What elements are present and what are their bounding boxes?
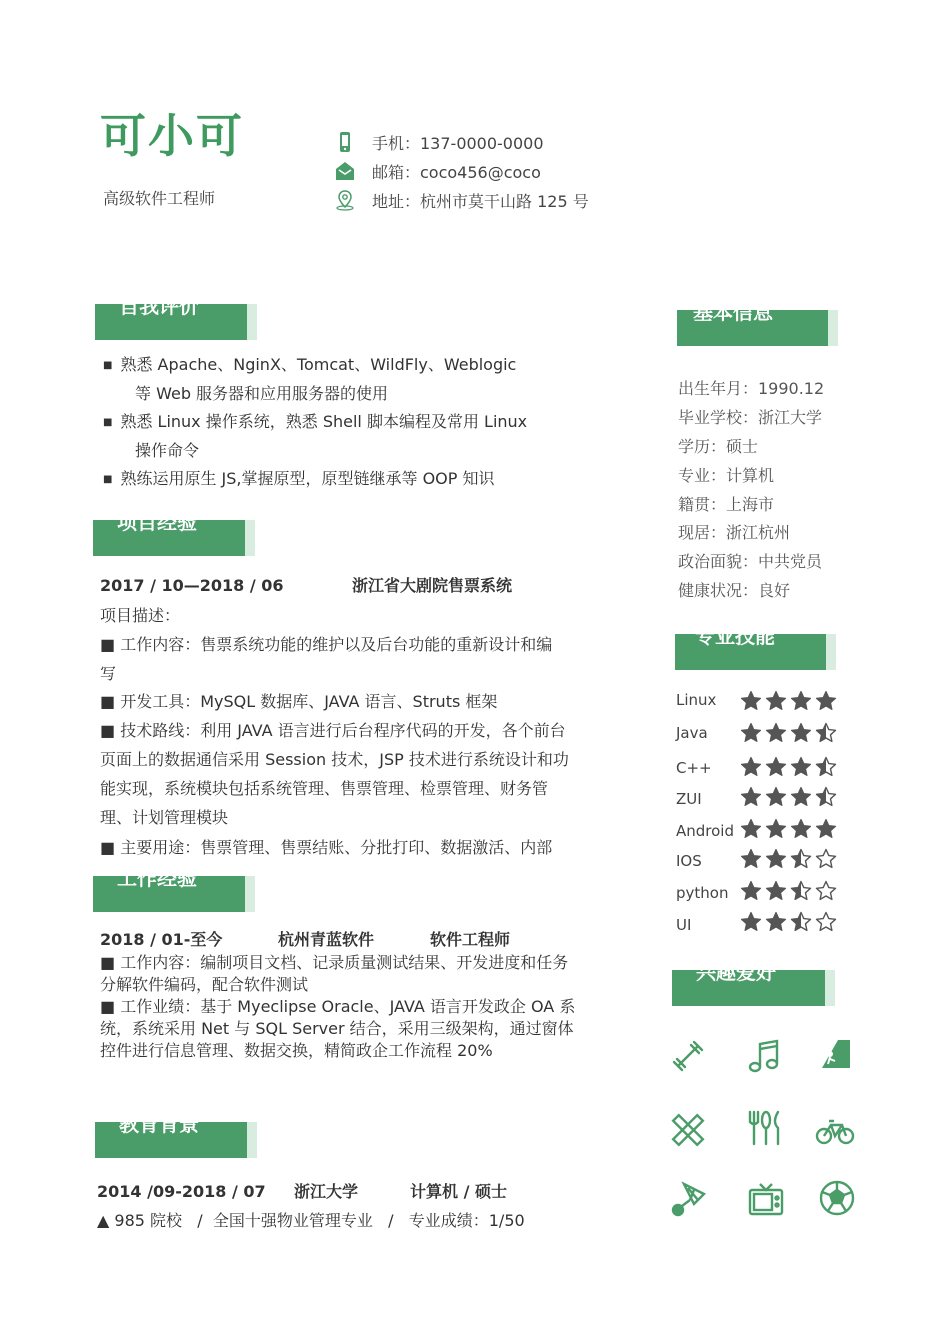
skill-rating: [740, 880, 837, 902]
project-line: 理、计划管理模块: [100, 807, 229, 827]
section-title: 工作经验: [117, 866, 197, 890]
self-eval-item-cont: 操作命令: [135, 441, 200, 460]
work-line: 统，系统采用 Net 与 SQL Server 结合，采用三级架构，通过窗体: [100, 1019, 574, 1038]
skill-name: python: [676, 884, 729, 902]
section-title: 自我评价: [119, 294, 199, 318]
section-header-hobbies: [672, 960, 835, 1006]
location-pin-icon: [334, 189, 356, 211]
section-header-basic-info: [677, 300, 838, 346]
project-line: ■ 主要用途：售票管理、售票结账、分批打印、数据激活、内部: [100, 838, 553, 858]
skill-rating: [740, 848, 837, 870]
star-full-icon: [740, 911, 762, 933]
mail-icon: [334, 160, 356, 182]
skill-name: Linux: [676, 691, 717, 709]
soccer-ball-icon: [817, 1178, 857, 1218]
star-full-icon: [740, 756, 762, 778]
work-line: 分解软件编码，配合软件测试: [100, 975, 309, 994]
music-note-icon: [744, 1036, 784, 1076]
basic-info-item: 毕业学校：浙江大学: [678, 408, 823, 427]
star-half-icon: [790, 880, 812, 902]
skill-rating: [740, 818, 837, 840]
email-row: [334, 159, 541, 183]
star-full-icon: [765, 690, 787, 712]
skill-name: ZUI: [676, 790, 702, 808]
star-full-icon: [765, 818, 787, 840]
skill-name: UI: [676, 916, 692, 934]
basic-info-item: 籍贯：上海市: [678, 495, 775, 514]
skill-name: IOS: [676, 852, 702, 870]
section-header-projects: [93, 510, 255, 556]
project-desc-label: 项目描述：: [100, 606, 181, 625]
project-period: 2017 / 10—2018 / 06: [100, 576, 284, 595]
pencil-ruler-icon: [668, 1110, 708, 1150]
section-title: 项目经验: [117, 510, 197, 534]
star-full-icon: [765, 722, 787, 744]
skill-rating: [740, 722, 837, 744]
skill-name: C++: [676, 759, 712, 777]
job-title: 高级软件工程师: [103, 189, 216, 208]
project-details: [100, 602, 590, 863]
star-half-icon: [790, 848, 812, 870]
work-line: 控件进行信息管理、数据交换，精简政企工作流程 20%: [100, 1041, 493, 1060]
climbing-icon: [816, 1034, 856, 1074]
project-line: 能实现，系统模块包括系统管理、售票管理、检票管理、财务管: [100, 778, 549, 798]
basic-info-item: 现居：浙江杭州: [678, 523, 791, 542]
project-line: 写: [100, 663, 117, 683]
basic-info-item: 出生年月：1990.12: [678, 379, 825, 398]
skill-rating: [740, 786, 837, 808]
basic-info-item: 专业：计算机: [678, 466, 775, 485]
project-name: 浙江省大剧院售票系统: [352, 576, 513, 595]
star-full-icon: [740, 722, 762, 744]
email-text: 邮箱：coco456@coco: [372, 162, 541, 182]
basic-info-item: 学历：硕士: [678, 437, 759, 456]
star-empty-icon: [815, 848, 837, 870]
project-line: ■ 开发工具：MySQL 数据库、JAVA 语言、Struts 框架: [100, 692, 498, 712]
work-company: 杭州青蓝软件: [278, 930, 375, 949]
star-half-icon: [815, 756, 837, 778]
phone-row: [334, 130, 544, 154]
edu-major: 计算机 / 硕士: [410, 1182, 507, 1201]
skill-rating: [740, 911, 837, 933]
name-heading: 可小可: [100, 109, 244, 163]
work-line: ■ 工作业绩：基于 Myeclipse Oracle、JAVA 语言开发政企 OA 系: [100, 997, 576, 1016]
star-full-icon: [740, 786, 762, 808]
cutlery-icon: [746, 1108, 786, 1148]
star-full-icon: [765, 786, 787, 808]
section-header-self-eval: [95, 294, 257, 340]
address-text: 地址：杭州市莫干山路 125 号: [372, 191, 589, 211]
star-full-icon: [790, 722, 812, 744]
work-period: 2018 / 01-至今: [100, 930, 223, 949]
star-full-icon: [740, 690, 762, 712]
section-title: 兴趣爱好: [696, 960, 776, 984]
star-full-icon: [790, 786, 812, 808]
address-row: [334, 188, 589, 212]
star-full-icon: [765, 848, 787, 870]
basic-info-item: 政治面貌：中共党员: [678, 552, 823, 571]
edu-period: 2014 /09-2018 / 07: [97, 1182, 266, 1201]
phone-text: 手机：137-0000-0000: [372, 133, 544, 153]
self-eval-item: ■ 熟悉 Linux 操作系统，熟悉 Shell 脚本编程及常用 Linux: [103, 412, 528, 431]
project-line: ■ 技术路线：利用 JAVA 语言进行后台程序代码的开发，各个前台: [100, 721, 566, 741]
self-eval-list: [103, 351, 573, 494]
star-full-icon: [790, 756, 812, 778]
work-position: 软件工程师: [430, 930, 511, 949]
star-full-icon: [740, 848, 762, 870]
phone-icon: [334, 131, 356, 153]
star-full-icon: [765, 880, 787, 902]
star-full-icon: [790, 690, 812, 712]
star-full-icon: [740, 880, 762, 902]
skill-name: Android: [676, 822, 734, 840]
star-half-icon: [815, 786, 837, 808]
edu-school: 浙江大学: [294, 1182, 359, 1201]
work-details: [100, 952, 590, 1062]
star-full-icon: [740, 818, 762, 840]
skill-rating: [740, 690, 837, 712]
star-empty-icon: [815, 911, 837, 933]
work-line: ■ 工作内容：编制项目文档、记录质量测试结果、开发进度和任务: [100, 953, 569, 972]
star-empty-icon: [815, 880, 837, 902]
section-header-work: [93, 866, 255, 912]
project-line: ■ 工作内容：售票系统功能的维护以及后台功能的重新设计和编: [100, 634, 553, 654]
skill-name: Java: [676, 724, 708, 742]
section-title: 教育背景: [119, 1112, 199, 1136]
self-eval-item: ■ 熟练运用原生 JS,掌握原型，原型链继承等 OOP 知识: [103, 469, 495, 488]
section-header-education: [95, 1112, 257, 1158]
tv-icon: [746, 1180, 786, 1220]
edu-details: ▲ 985 院校 / 全国十强物业管理专业 / 专业成绩：1/50: [97, 1211, 525, 1230]
star-full-icon: [790, 818, 812, 840]
self-eval-item: ■ 熟悉 Apache、NginX、Tomcat、WildFly、Weblogic: [103, 355, 517, 374]
basic-info-item: 健康状况：良好: [678, 581, 791, 600]
star-half-icon: [815, 722, 837, 744]
bicycle-icon: [815, 1110, 855, 1150]
star-full-icon: [765, 911, 787, 933]
project-line: 页面上的数据通信采用 Session 技术，JSP 技术进行系统设计和功: [100, 749, 569, 769]
dumbbell-icon: [668, 1036, 708, 1076]
star-half-icon: [790, 911, 812, 933]
skill-rating: [740, 756, 837, 778]
star-full-icon: [815, 690, 837, 712]
star-full-icon: [765, 756, 787, 778]
self-eval-item-cont: 等 Web 服务器和应用服务器的使用: [135, 384, 389, 403]
section-title: 专业技能: [695, 624, 775, 648]
section-title: 基本信息: [693, 300, 773, 324]
badminton-icon: [668, 1180, 708, 1220]
star-full-icon: [815, 818, 837, 840]
section-header-skills: [675, 624, 836, 670]
